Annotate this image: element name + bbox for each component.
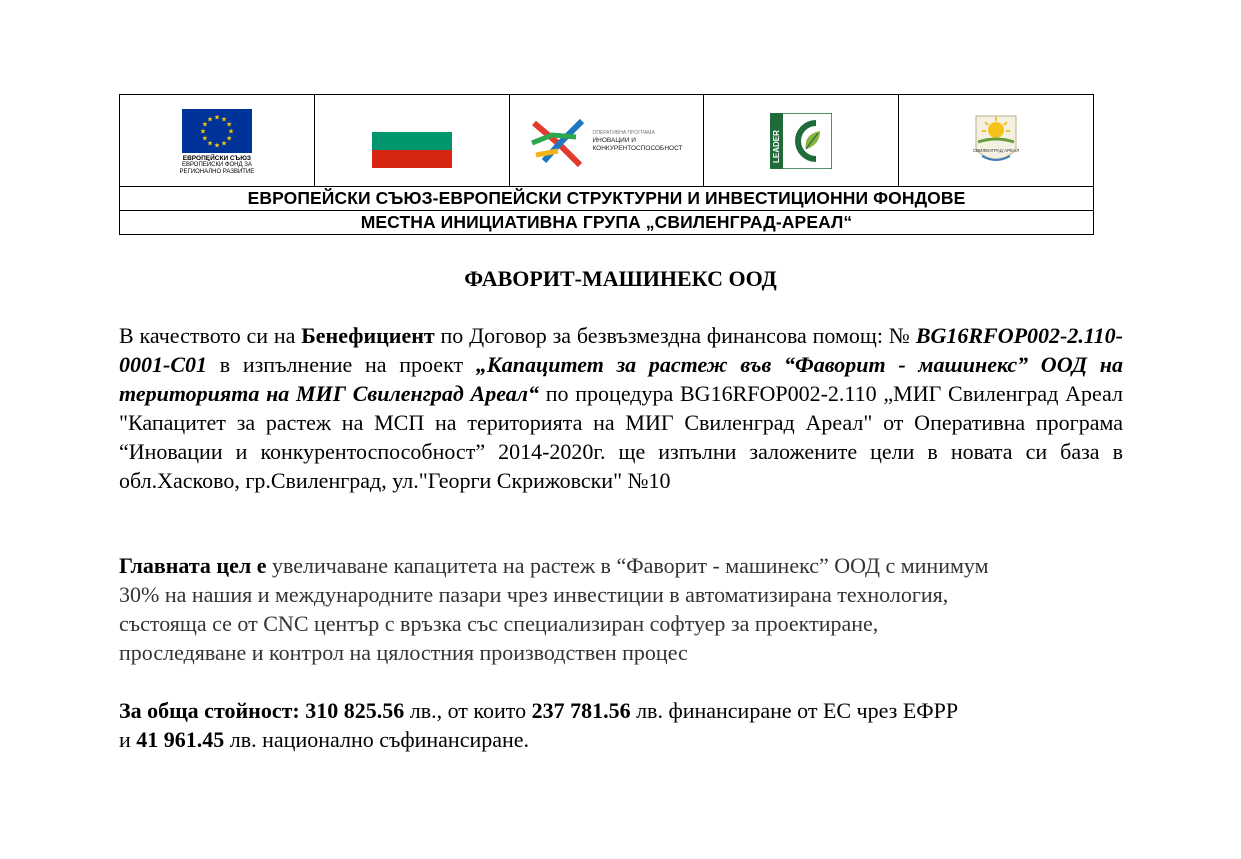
mig-svilengrad-areal-icon: [970, 112, 1022, 170]
svg-text:LEADER: LEADER: [772, 129, 782, 163]
svg-text:СВИЛЕНГРАД АРЕАЛ: СВИЛЕНГРАД АРЕАЛ: [972, 147, 1020, 153]
bg-flag-cell: [315, 95, 510, 186]
eu-star-icon: ★: [225, 134, 233, 143]
innovation-programme-label: [592, 129, 682, 153]
contract-number: BG16RFOP002-2.110-0001-C01: [119, 323, 1123, 377]
eu-star-icon: ★: [220, 115, 228, 124]
header-logos-table: [119, 94, 1094, 235]
page-title: ФАВОРИТ-МАШИНЕКС ООД: [464, 266, 777, 291]
logos-row: [120, 95, 1093, 187]
eu-star-icon: ★: [206, 115, 214, 124]
value-text-3: и: [119, 727, 137, 752]
innovation-logo-cell: [510, 95, 705, 186]
p1-text-3: в изпълнение на проект: [207, 352, 476, 377]
project-name: „Капацитет за растеж във “Фаворит - машинекс” ООД на територията на МИГ Свиленград Ареал“: [119, 352, 1124, 406]
main-goal-paragraph: [119, 551, 1119, 667]
eu-star-icon: ★: [213, 141, 221, 150]
innovation-line0: ОПЕРАТИВНА ПРОГРАМА: [592, 129, 655, 136]
eu-star-icon: ★: [227, 127, 235, 136]
goal-line-4: проследяване и контрол на цялостния производствен процес: [119, 640, 688, 665]
value-text-1: лв., от които: [404, 698, 532, 723]
beneficiary-paragraph: [119, 321, 1123, 495]
main-goal-label: Главната цел е: [119, 553, 267, 578]
leader-logo-icon: [770, 113, 832, 169]
goal-line-3: състояща се от CNC център с връзка със специализиран софтуер за проектиране,: [119, 611, 879, 636]
eu-logo: [177, 109, 257, 176]
goal-line-1: [119, 551, 1119, 580]
value-line-2: [119, 725, 1119, 754]
eu-star-icon: ★: [213, 113, 221, 122]
eu-star-icon: ★: [201, 134, 208, 143]
bulgarian-flag-icon: [372, 114, 452, 168]
value-text-2: лв. финансиране от ЕС чрез ЕФРР: [630, 698, 959, 723]
beneficiary-label: Бенефициент: [301, 323, 435, 348]
eu-caption-line2: ЕВРОПЕЙСКИ ФОНД ЗА: [181, 162, 252, 168]
innovation-line2: КОНКУРЕНТОСПОСОБНОСТ: [592, 144, 683, 152]
eu-flag-icon: [182, 109, 252, 153]
total-value-paragraph: [119, 696, 1119, 754]
eu-star-icon: ★: [206, 139, 214, 148]
eu-star-icon: ★: [201, 120, 208, 129]
value-text-4: лв. национално съфинансиране.: [224, 727, 530, 752]
eu-star-icon: ★: [220, 139, 228, 148]
value-line-1: [119, 696, 1119, 725]
total-amount: 310 825.56: [305, 698, 405, 723]
leader-logo-cell: [704, 95, 899, 186]
innovation-programme-icon: [530, 115, 588, 167]
eu-caption-line1: ЕВРОПЕЙСКИ СЪЮЗ: [182, 155, 251, 162]
eu-star-icon: ★: [225, 120, 233, 129]
p1-text-4: по процедура BG16RFOP002-2.110 „МИГ Свиленград Ареал "Капацитет за растеж на МСП на територията на МИГ Свиленград Ареал" от Оперативна програма “Иновации и конкурентоспособност” 2014-2020г. ще изпълни заложените цели в новата си база в обл.Хасково, гр.Свиленград, ул."Георги Скрижовски" №10: [119, 381, 1123, 493]
eu-funds-banner: ЕВРОПЕЙСКИ СЪЮЗ-ЕВРОПЕЙСКИ СТРУКТУРНИ И ИНВЕСТИЦИОННИ ФОНДОВЕ: [120, 187, 1093, 211]
mig-logo-cell: [899, 95, 1093, 186]
eu-funding-amount: 237 781.56: [531, 698, 631, 723]
goal-line-1-text: увеличаване капацитета на растеж в “Фаворит - машинекс” ООД с минимум: [266, 553, 989, 578]
eu-logo-cell: [120, 95, 315, 186]
national-cofinancing-amount: 41 961.45: [136, 727, 225, 752]
eu-caption-line3: РЕГИОНАЛНО РАЗВИТИЕ: [179, 169, 255, 175]
goal-line-2: 30% на нашия и международните пазари чрез инвестиции в автоматизирана технология,: [119, 582, 949, 607]
mig-banner: МЕСТНА ИНИЦИАТИВНА ГРУПА „СВИЛЕНГРАД-АРЕАЛ“: [360, 212, 853, 232]
p1-text-2: по Договор за безвъзмездна финансова помощ: №: [434, 323, 916, 348]
eu-star-icon: ★: [199, 127, 207, 136]
eu-caption: [177, 155, 257, 176]
p1-text-1: В качеството си на: [119, 323, 302, 348]
total-value-label: За обща стойност:: [119, 698, 300, 723]
innovation-line1: ИНОВАЦИИ И: [592, 136, 636, 144]
